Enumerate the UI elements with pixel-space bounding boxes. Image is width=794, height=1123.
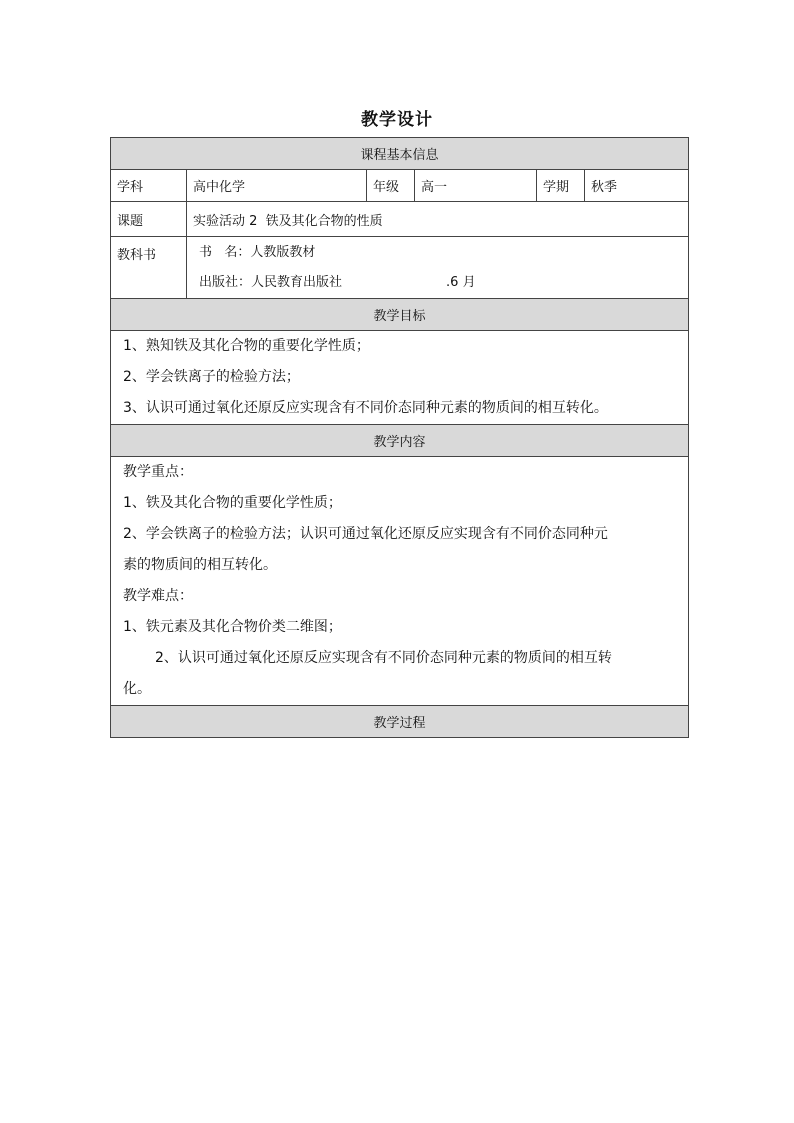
key-points-heading: 教学重点： <box>123 464 193 480</box>
term-label: 学期 <box>537 170 585 202</box>
publisher-value: 人民教育出版社 <box>251 274 343 290</box>
grade-label: 年级 <box>367 170 415 202</box>
objective-item: 1、熟知铁及其化合物的重要化学性质； <box>123 338 370 354</box>
difficult-points-heading: 教学难点： <box>123 588 193 604</box>
section-basic-info: 课程基本信息 <box>111 138 689 170</box>
book-name-value: 人教版教材 <box>250 244 316 260</box>
publisher-line <box>193 268 682 298</box>
section-objectives: 教学目标 <box>111 299 689 331</box>
objectives-list <box>111 331 689 425</box>
document-title: 教学设计 <box>361 110 433 130</box>
key-point-item: 2、学会铁离子的检验方法；认识可通过氧化还原反应实现含有不同价态同种元 <box>123 526 608 542</box>
objective-item: 3、认识可通过氧化还原反应实现含有不同价态同种元素的物质间的相互转化。 <box>123 400 608 416</box>
book-name-line <box>193 238 682 268</box>
key-point-item: 1、铁及其化合物的重要化学性质； <box>123 495 342 511</box>
subject-value: 高中化学 <box>187 170 367 202</box>
textbook-info <box>187 237 689 299</box>
objective-item: 2、学会铁离子的检验方法； <box>123 369 300 385</box>
topic-value: 实验活动 2 铁及其化合物的性质 <box>187 202 689 237</box>
topic-label: 课题 <box>111 202 187 237</box>
lesson-plan-table <box>110 137 689 738</box>
publish-date: .6 月 <box>446 274 476 290</box>
difficult-point-item: 1、铁元素及其化合物价类二维图； <box>123 619 342 635</box>
term-value: 秋季 <box>585 170 689 202</box>
textbook-label: 教科书 <box>111 237 187 299</box>
difficult-point-item: 2、认识可通过氧化还原反应实现含有不同价态同种元素的物质间的相互转 <box>155 650 612 666</box>
section-process: 教学过程 <box>111 706 689 738</box>
section-content: 教学内容 <box>111 425 689 457</box>
publisher-key: 出版社： <box>199 274 252 290</box>
content-body <box>111 457 689 706</box>
key-point-item-continued: 素的物质间的相互转化。 <box>123 557 277 573</box>
difficult-point-item-continued: 化。 <box>123 681 151 697</box>
grade-value: 高一 <box>415 170 537 202</box>
book-name-key: 书 名： <box>199 244 251 260</box>
subject-label: 学科 <box>111 170 187 202</box>
